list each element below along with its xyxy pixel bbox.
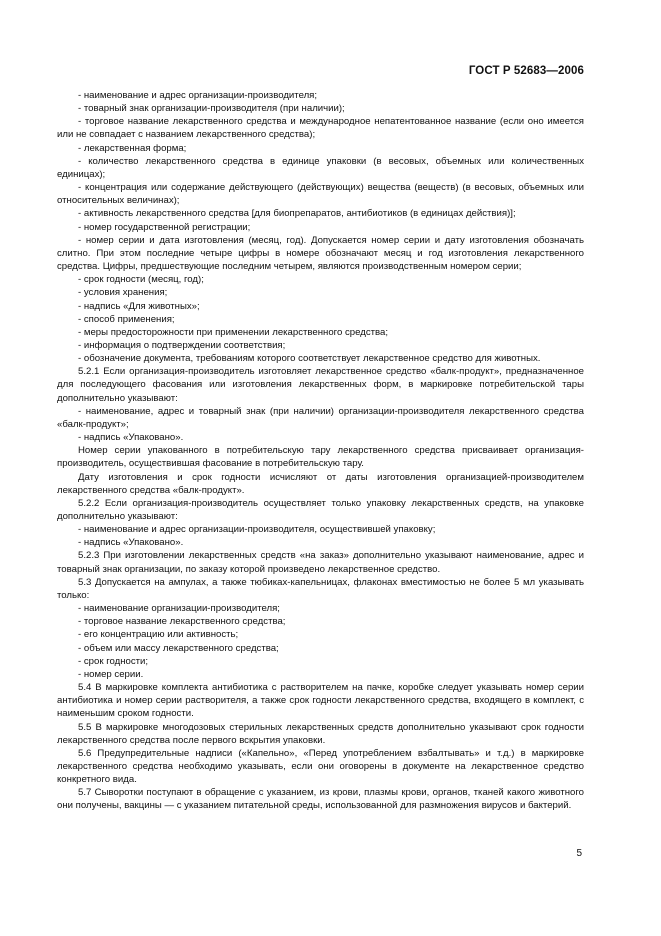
list-item: - количество лекарственного средства в единице упаковки (в весовых, объемных или количественных единицах); xyxy=(57,155,584,180)
list-item: - номер государственной регистрации; xyxy=(78,221,251,233)
list-item: - концентрация или содержание действующего (действующих) вещества (веществ) (в весовых, объемных или относительных величинах); xyxy=(57,182,584,207)
list-item: - срок годности (месяц, год); xyxy=(78,274,204,286)
list-item: - меры предосторожности при применении лекарственного средства; xyxy=(78,326,389,338)
list-item: - надпись «Упаковано». xyxy=(78,432,184,444)
clause-5-2-3: 5.2.3 При изготовлении лекарственных средств «на заказ» дополнительно указывают наименование, адрес и товарный знак организации, по заказу которой произведено лекарственное средство. xyxy=(57,550,584,575)
clause-5-6: 5.6 Предупредительные надписи («Капельно», «Перед употреблением взбалтывать» и т.д.) в маркировке лекарственного средства необходимо указывать, если они оговорены в документе на лекарственное средство конкретного вида. xyxy=(57,747,584,786)
list-item: - номер серии и дата изготовления (месяц, год). Допускается номер серии и дату изготовления обозначать слитно. При этом последние четыре цифры в номере обозначают месяц и год изготовления лекарственного средства. Цифры, предшествующие последним четырем, являются производственным номером серии; xyxy=(57,234,584,273)
document-header: ГОСТ Р 52683—2006 xyxy=(468,65,584,77)
list-item: - объем или массу лекарственного средства; xyxy=(78,642,279,654)
list-item: - активность лекарственного средства [для биопрепаратов, антибиотиков (в единицах действия)]; xyxy=(78,208,516,220)
clause-5-4: 5.4 В маркировке комплекта антибиотика с растворителем на пачке, коробке следует указывать номер серии антибиотика и номер серии растворителя, а также срок годности лекарственного средства, входящего в комплект, с наименьшим сроком годности. xyxy=(57,682,584,720)
list-item: - условия хранения; xyxy=(78,287,168,299)
list-item: - способ применения; xyxy=(78,313,175,325)
paragraph: Номер серии упакованного в потребительскую тару лекарственного средства присваивает организация-производитель, осуществившая фасование в потребительскую тару. xyxy=(57,445,584,470)
list-item: - надпись «Упаковано». xyxy=(78,537,184,549)
list-item: - наименование и адрес организации-производителя; xyxy=(78,90,318,101)
list-item: - наименование и адрес организации-производителя, осуществившей упаковку; xyxy=(78,524,436,536)
list-item: - номер серии. xyxy=(78,668,144,680)
list-item: - товарный знак организации-производителя (при наличии); xyxy=(78,103,345,115)
list-item: - наименование, адрес и товарный знак (при наличии) организации-производителя лекарственного средства «балк-продукт»; xyxy=(57,405,584,430)
list-item: - срок годности; xyxy=(78,655,149,667)
page-number: 5 xyxy=(576,848,582,859)
list-item: - торговое название лекарственного средства; xyxy=(78,616,286,628)
clause-5-3: 5.3 Допускается на ампулах, а также тюбиках-капельницах, флаконах вместимостью не более 5 мл указывать только: xyxy=(57,576,584,601)
list-item: - информация о подтверждении соответствия; xyxy=(78,339,286,351)
clause-5-2-2: 5.2.2 Если организация-производитель осуществляет только упаковку лекарственных средств, на упаковке дополнительно указывают: xyxy=(57,497,584,522)
document-body xyxy=(57,89,584,813)
list-item: - надпись «Для животных»; xyxy=(78,300,200,312)
clause-5-2-1: 5.2.1 Если организация-производитель изготовляет лекарственное средство «балк-продукт», предназначенное для последующего фасования или изготовления лекарственных форм, в маркировке потребительской тары дополнительно указывают: xyxy=(57,366,584,404)
list-item: - наименование организации-производителя; xyxy=(78,603,280,615)
clause-5-5: 5.5 В маркировке многодозовых стерильных лекарственных средств дополнительно указывают срок годности лекарственного средства после первого вскрытия упаковки. xyxy=(57,721,584,746)
list-item: - обозначение документа, требованиям которого соответствует лекарственное средство для животных. xyxy=(78,353,541,365)
list-item: - торговое название лекарственного средства и международное непатентованное название (если оно имеется или не совпадает с названием лекарственного средства); xyxy=(57,116,584,141)
list-item: - его концентрацию или активность; xyxy=(78,629,239,641)
paragraph: Дату изготовления и срок годности исчисляют от даты изготовления организацией-производителем лекарственного средства «балк-продукт». xyxy=(57,471,584,496)
clause-5-7: 5.7 Сыворотки поступают в обращение с указанием, из крови, плазмы крови, органов, тканей какого животного они получены, вакцины — с указанием питательной среды, использованной для размножения вирусов и бактерий. xyxy=(57,787,584,812)
list-item: - лекарственная форма; xyxy=(78,142,187,154)
